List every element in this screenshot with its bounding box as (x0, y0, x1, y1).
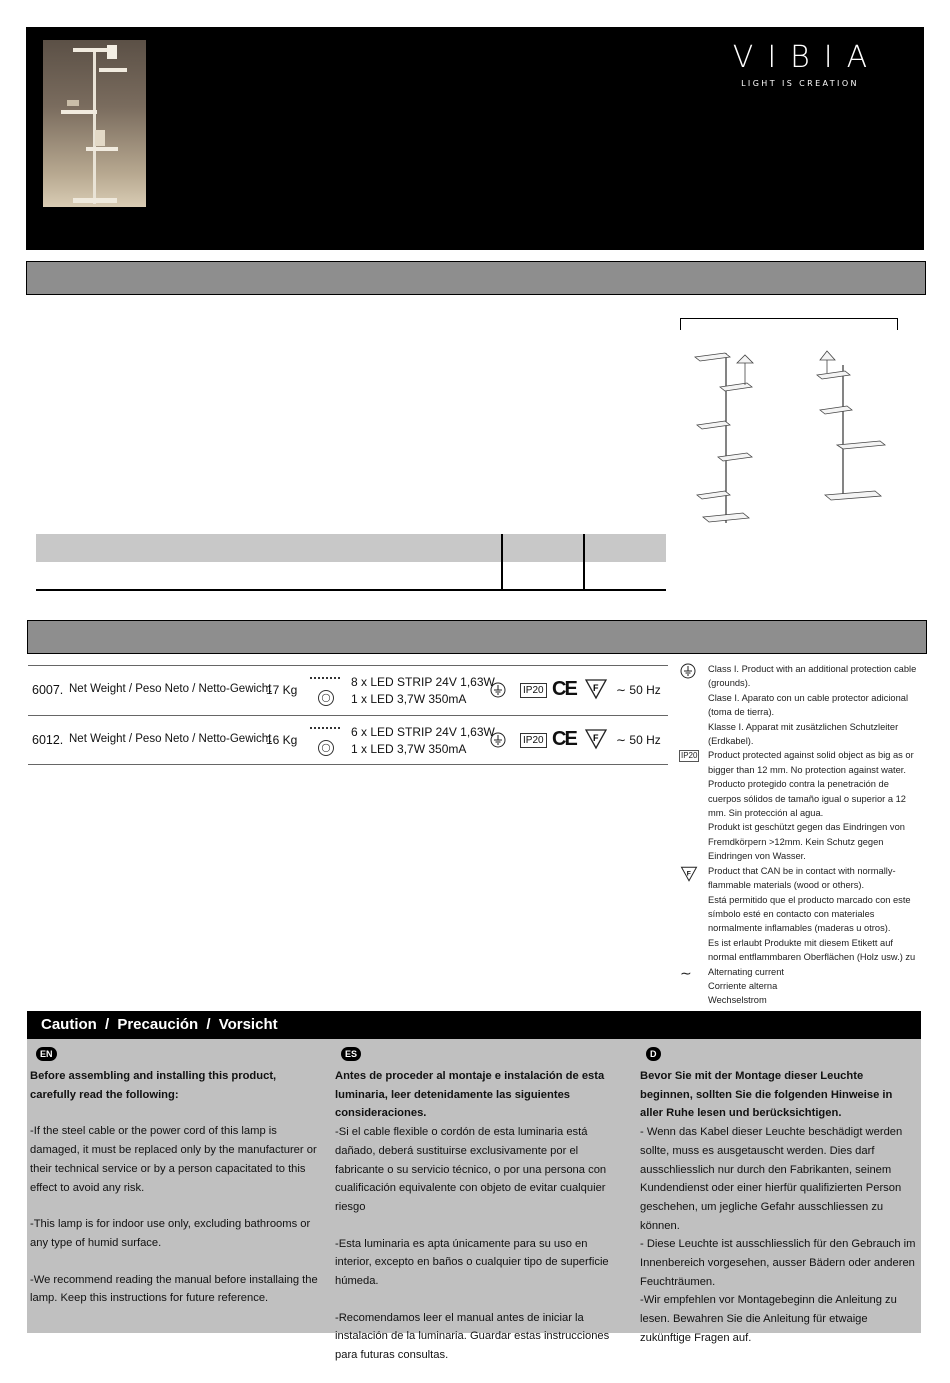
spec-led-strip: 8 x LED STRIP 24V 1,63W (351, 675, 495, 689)
led-strip-icon (310, 677, 340, 683)
reference-table-header (36, 534, 666, 562)
caution-column-es (335, 1045, 625, 1383)
earth-ground-icon (490, 682, 506, 698)
frequency: ∼ 50 Hz (616, 683, 661, 697)
lamp-drawing-6007 (695, 353, 753, 523)
flammable-f-icon (680, 865, 698, 883)
caution-item: -We recommend reading the manual before installaing the lamp. Keep this instructions for future reference. (30, 1273, 318, 1305)
ip20-badge: IP20 (520, 683, 547, 698)
svg-text:F: F (686, 870, 691, 878)
svg-text:F: F (593, 683, 599, 693)
legend-ac: ∼ Alternating current Corriente alterna Wechselstrom (680, 964, 784, 1006)
weight-label: Net Weight / Peso Neto / Netto-Gewicht (69, 683, 272, 695)
brand-name: VIBIA (732, 40, 882, 75)
reference-table-divider (501, 534, 503, 591)
caution-item: -Si el cable flexible o cordón de esta luminaria está dañado, deberá sustituirse exclusivamente por el fabricante o su servicio técnico, o por una persona con cualificación equivalente con objeto de evitar cualquier riesgo (335, 1126, 607, 1213)
spec-led: 1 x LED 3,7W 350mA (351, 692, 467, 706)
reference-table (36, 534, 666, 591)
earth-ground-icon (490, 732, 506, 748)
legend-flammable: F Product that CAN be in contact with normally-flammable materials (wood or others). Está permitido que el producto marcado con este símbolo esté en contacto con materiales normalmente inflamables (maderas u otros). Es ist erlaubt Produkte mit diesem Etikett auf normal entflammbaren Oberflächen (Holz usw.) zu (677, 864, 917, 965)
ip20-badge: IP20 (681, 751, 698, 761)
product-row-6007 (28, 666, 668, 714)
caution-intro: Bevor Sie mit der Montage dieser Leuchte beginnen, sollten Sie die folgenden Hinweise in aller Ruhe lesen und berücksichtigen. (640, 1070, 893, 1120)
caution-title: Caution / Precaución / Vorsicht (41, 1016, 278, 1033)
ce-mark: CE (552, 678, 576, 700)
product-drawings (685, 345, 900, 535)
alternating-current-icon: ∼ (680, 964, 692, 981)
ip20-badge: IP20 (520, 733, 547, 748)
reference-table-bottom-rule (36, 589, 666, 591)
brand-tagline: LIGHT IS CREATION (741, 79, 859, 88)
caution-intro: Before assembling and installing this product, carefully read the following: (30, 1070, 277, 1101)
svg-text:F: F (593, 733, 599, 743)
product-code: 6012. (32, 733, 64, 747)
caution-item: -Recomendamos leer el manual antes de iniciar la instalación de la luminaria. Guardar estas instrucciones para futuras consultas. (335, 1311, 610, 1362)
frequency: ∼ 50 Hz (616, 733, 661, 747)
led-bulb-icon: ◯ (318, 740, 334, 756)
caution-item: - Diese Leuchte ist ausschliesslich für den Gebrauch im Innenbereich vorgesehen, ausser Bädern oder anderen Feuchträumen. (640, 1238, 916, 1288)
flammable-f-icon (584, 728, 608, 750)
caution-intro: Antes de proceder al montaje e instalación de esta luminaria, leer detenidamente las siguientes consideraciones. (335, 1070, 605, 1120)
section-bar-top (26, 261, 926, 295)
caution-item: - Wenn das Kabel dieser Leuchte beschädigt werden sollte, muss es ausgetauscht werden. Dies darf ausschliesslich nur durch den Fabrikanten, seinem Kundendienst oder einer hierfür qualifizierten Person geschehen, um jegliche Gefahr ausschliessen zu können. (640, 1126, 903, 1232)
caution-column-en (30, 1045, 320, 1326)
caution-item: -If the steel cable or the power cord of this lamp is damaged, it must be replaced only by the manufacturer or their technical service or by a person capacitated to this effect to avoid any risk. (30, 1125, 317, 1194)
product-photo (43, 40, 146, 207)
drawings-bracket (680, 318, 898, 330)
section-bar-specs (27, 620, 927, 654)
weight-value: 17 Kg (266, 683, 298, 697)
reference-table-divider (583, 534, 585, 591)
legend-class1: Class I. Product with an additional protection cable (grounds). Clase I. Aparato con un cable protector adicional (toma de tierra). Klasse I. Apparat mit zusätzlichen Schutzleiter (Erdkabel). (677, 662, 917, 748)
lang-badge-de: D (646, 1047, 661, 1061)
caution-column-de (640, 1045, 918, 1366)
legend-ip20: IP20 Product protected against solid object as big as or bigger than 12 mm. No protection against water. Producto protegido contra la penetración de cuerpos sólidos de tamaño igual o superior a 12 mm. Sin protección al agua. Produkt ist geschützt gegen das Eindringen von Fremdkörpern >12mm. Kein Schutz gegen Eindringen von Wasser. (681, 750, 914, 862)
product-code: 6007. (32, 683, 64, 697)
lamp-drawing-6012 (817, 351, 885, 500)
caution-header (27, 1011, 921, 1039)
lang-badge-es: ES (341, 1047, 361, 1061)
spec-led: 1 x LED 3,7W 350mA (351, 742, 467, 756)
flammable-f-icon (584, 678, 608, 700)
weight-value: 16 Kg (266, 733, 298, 747)
led-strip-icon (310, 727, 340, 733)
led-bulb-icon: ◯ (318, 690, 334, 706)
brand-logo (700, 40, 900, 90)
caution-body (27, 1039, 921, 1362)
product-row-6012 (28, 716, 668, 764)
row-divider (28, 764, 668, 765)
caution-item: -Wir empfehlen vor Montagebeginn die Anleitung zu lesen. Bewahren Sie die Anleitung für etwaige zukünftige Fragen auf. (640, 1294, 897, 1344)
caution-item: -This lamp is for indoor use only, excluding bathrooms or any type of humid surface. (30, 1218, 311, 1249)
spec-led-strip: 6 x LED STRIP 24V 1,63W (351, 725, 495, 739)
ce-mark: CE (552, 728, 576, 750)
symbols-legend (677, 662, 917, 1008)
lang-badge-en: EN (36, 1047, 57, 1061)
earth-ground-icon (680, 663, 696, 679)
weight-label: Net Weight / Peso Neto / Netto-Gewicht (69, 733, 272, 745)
caution-item: -Esta luminaria es apta únicamente para su uso en interior, excepto en baños o cualquier tipo de superficie húmeda. (335, 1237, 609, 1288)
